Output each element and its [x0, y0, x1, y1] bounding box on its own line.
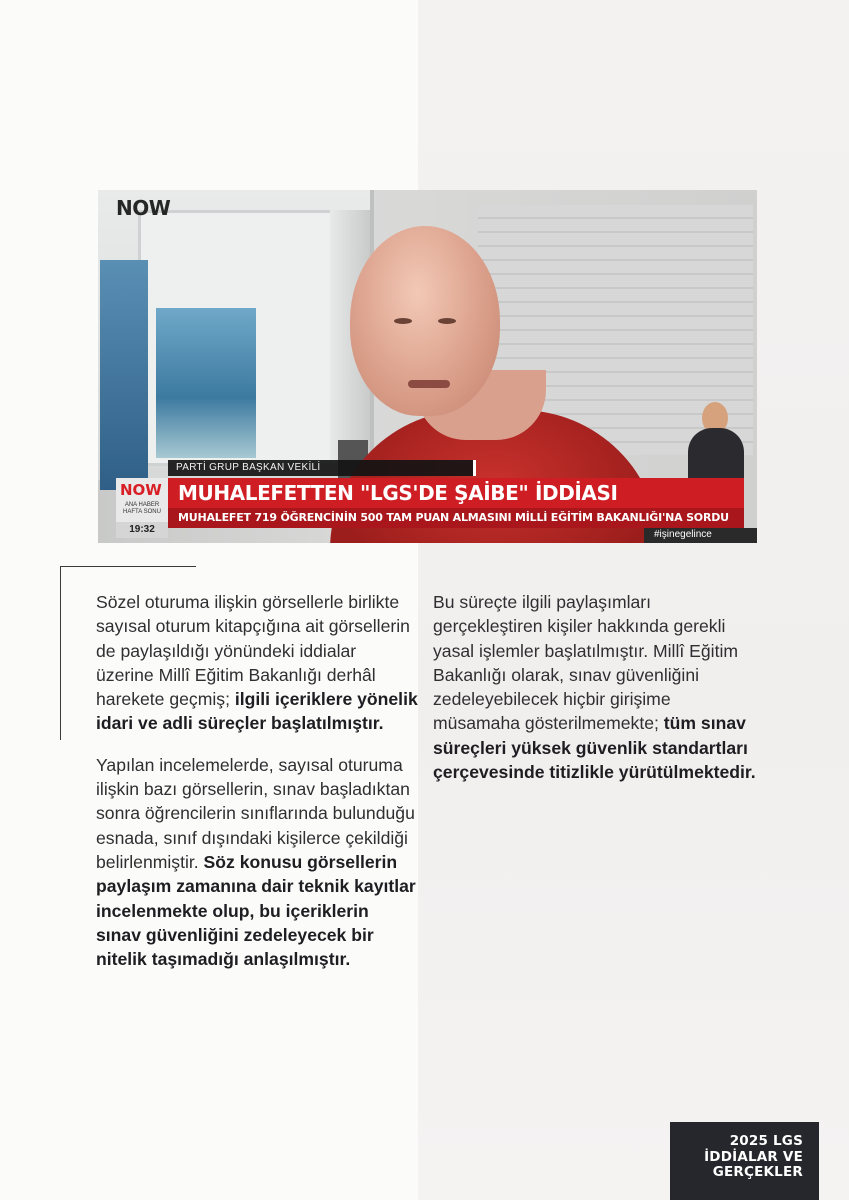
- paragraph-text: Bu süreçte ilgili paylaşımları gerçekleştiren kişiler hakkında gerekli yasal işlemler başlatılmıştır. Millî Eğitim Bakanlığı olarak, sınav güvenliğini zedeleyebilecek hiçbir girişime müsamaha gösterilmemekte;: [433, 592, 739, 734]
- broadcast-time: 19:32: [116, 522, 168, 538]
- corner-line-vertical: [60, 566, 61, 740]
- paragraph: [96, 753, 418, 972]
- corner-line-horizontal: [60, 566, 196, 567]
- lower-third-brand: [116, 478, 168, 538]
- framed-picture: [156, 308, 256, 458]
- paragraph-text: Sözel oturuma ilişkin görsellerle birlikte sayısal oturum kitapçığına ait görsellerin de paylaşıldığı yönündeki iddialar üzerine Millî Eğitim Bakanlığı derhâl harekete geçmiş;: [96, 592, 410, 710]
- paragraph-text: Yapılan incelemelerde, sayısal oturuma ilişkin bazı görsellerin, sınav başladıktan sonra öğrencilerin sınıflarında bulunduğu esnada, sınıf dışındaki kişilerce çekildiği belirlenmiştir.: [96, 754, 415, 872]
- channel-logo: NOW: [116, 196, 171, 220]
- paragraph-bold-text: Söz konusu görsellerin paylaşım zamanına dair teknik kayıtlar incelenmekte olup, bu içeriklerin sınav güvenliğini zedeleyecek bir nitelik taşımadığı anlaşılmıştır.: [96, 851, 416, 970]
- news-screenshot: [98, 190, 757, 543]
- speaker-eye-left: [394, 318, 412, 324]
- speaker-mouth: [408, 380, 450, 388]
- paragraph-bold-text: ilgili içeriklere yönelik idari ve adli süreçler başlatılmıştır.: [96, 689, 418, 734]
- sign-language-interpreter: [688, 402, 744, 482]
- badge-line-1: 2025 LGS: [729, 1133, 803, 1149]
- hashtag-text: #işinegelince: [654, 529, 712, 540]
- speaker-eye-right: [438, 318, 456, 324]
- lower-third-hashtag: [644, 528, 757, 543]
- badge-line-2: İDDİALAR VE: [704, 1148, 803, 1165]
- lower-third-name-text: PARTİ GRUP BAŞKAN VEKİLİ: [176, 462, 321, 473]
- article-right-column: [433, 590, 759, 801]
- subheadline-text: MUHALEFET 719 ÖĞRENCİNİN 500 TAM PUAN ALMASINI MİLLİ EĞİTİM BAKANLIĞI'NA SORDU: [178, 511, 729, 524]
- brand-program: ANA HABER HAFTA SONU: [123, 502, 161, 515]
- paragraph: [96, 590, 418, 736]
- article-left-column: [96, 590, 418, 988]
- lower-third-headline: [168, 478, 744, 508]
- wall-picture: [100, 260, 148, 490]
- lower-third-subheadline: [168, 508, 744, 528]
- badge-line-3: GERÇEKLER: [712, 1164, 803, 1180]
- lower-third-name-bar: [168, 460, 476, 476]
- brand-logo: NOW: [120, 481, 162, 499]
- headline-text: MUHALEFETTEN "LGS'DE ŞAİBE" İDDİASI: [178, 481, 618, 505]
- paragraph-bold-text: tüm sınav süreçleri yüksek güvenlik standartları çerçevesinde titizlikle yürütülmektedir.: [433, 713, 756, 783]
- paragraph: [433, 590, 759, 784]
- series-badge: [670, 1122, 819, 1200]
